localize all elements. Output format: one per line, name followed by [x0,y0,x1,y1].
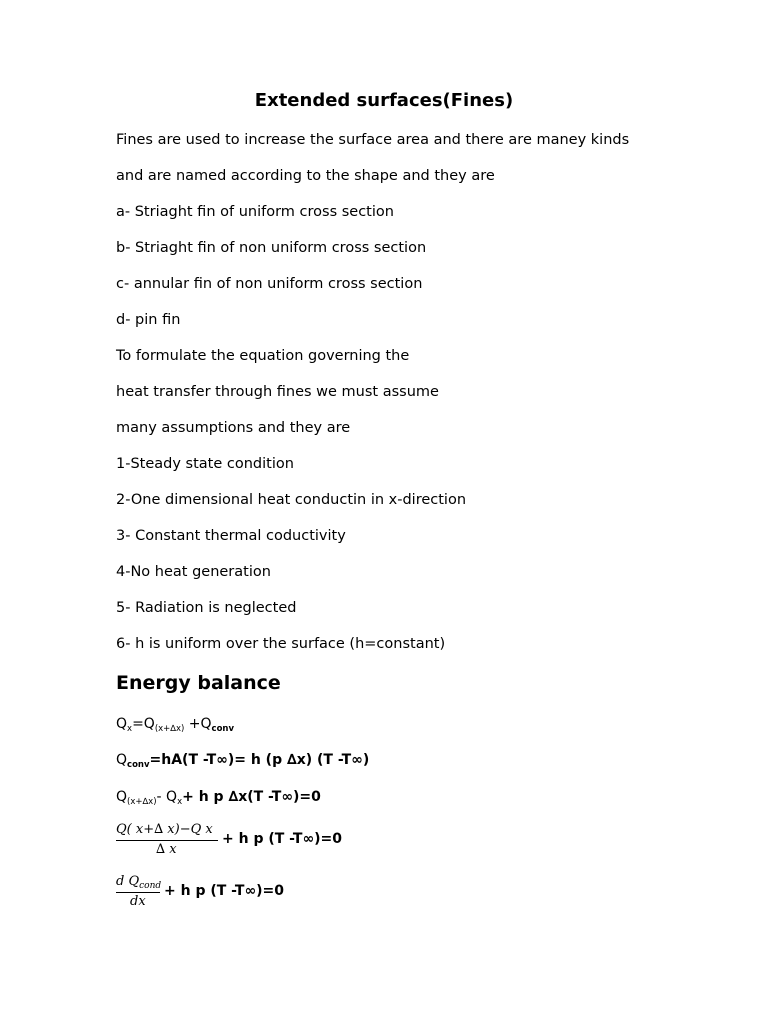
eq3-sub-x: x [177,797,183,807]
intro-line-1: Fines are used to increase the surface area and there are maney kinds [116,132,630,148]
energy-balance-heading: Energy balance [116,672,281,694]
eq1-sub-xdx: (x+∆x) [154,724,185,734]
formulate-line-3: many assumptions and they are [116,420,351,436]
equation-2 [116,752,369,770]
eq2-rest: =hA(T -T∞)= h (p ∆x) (T -T∞) [149,752,370,768]
eq5-denominator: dx [130,894,146,909]
eq1-sub-conv: conv [211,724,235,734]
eq4-denominator: ∆ x [156,842,177,857]
equation-5 [116,874,416,914]
fin-type-c: c- annular fin of non uniform cross section [116,276,423,292]
intro-line-2: and are named according to the shape and they are [116,168,495,184]
eq1-eq: =Q [132,716,155,732]
equation-3 [116,789,321,807]
eq1-plus: +Q [184,716,212,732]
page-title: Extended surfaces(Fines) [254,90,514,111]
eq5-fraction-bar [116,892,160,893]
eq3-sub-xdx: (x+∆x) [127,797,157,807]
formulate-line-2: heat transfer through fines we must assume [116,384,439,400]
eq3-q: Q [116,789,128,805]
eq1-sub-x: x [127,724,133,734]
assumption-1: 1-Steady state condition [116,456,294,472]
fin-type-d: d- pin fin [116,312,181,328]
eq5-rest: + h p (T -T∞)=0 [164,883,284,899]
formulate-line-1: To formulate the equation governing the [116,348,410,364]
eq4-fraction-bar [116,840,218,841]
fin-type-a: a- Striaght fin of uniform cross section [116,204,394,220]
eq5-num-d: d Q [116,874,140,889]
assumption-3: 3- Constant thermal coductivity [116,528,346,544]
fin-type-b: b- Striaght fin of non uniform cross section [116,240,427,256]
assumption-6: 6- h is uniform over the surface (h=constant) [116,636,446,652]
equation-1 [116,716,234,734]
eq3-minus: - Q [156,789,178,805]
assumption-5: 5- Radiation is neglected [116,600,297,616]
eq5-numerator [116,874,161,891]
eq3-rest: + h p ∆x(T -T∞)=0 [182,789,321,805]
assumption-2: 2-One dimensional heat conductin in x-direction [116,492,467,508]
eq5-num-sub: cond [139,881,162,891]
eq2-sub-conv: conv [127,760,150,770]
eq4-rest: + h p (T -T∞)=0 [222,831,342,847]
assumption-4: 4-No heat generation [116,564,271,580]
eq2-q: Q [116,752,128,768]
equation-4 [116,822,416,862]
eq1-q: Q [116,716,128,732]
eq4-numerator: Q( x+∆ x)−Q x [116,822,213,837]
